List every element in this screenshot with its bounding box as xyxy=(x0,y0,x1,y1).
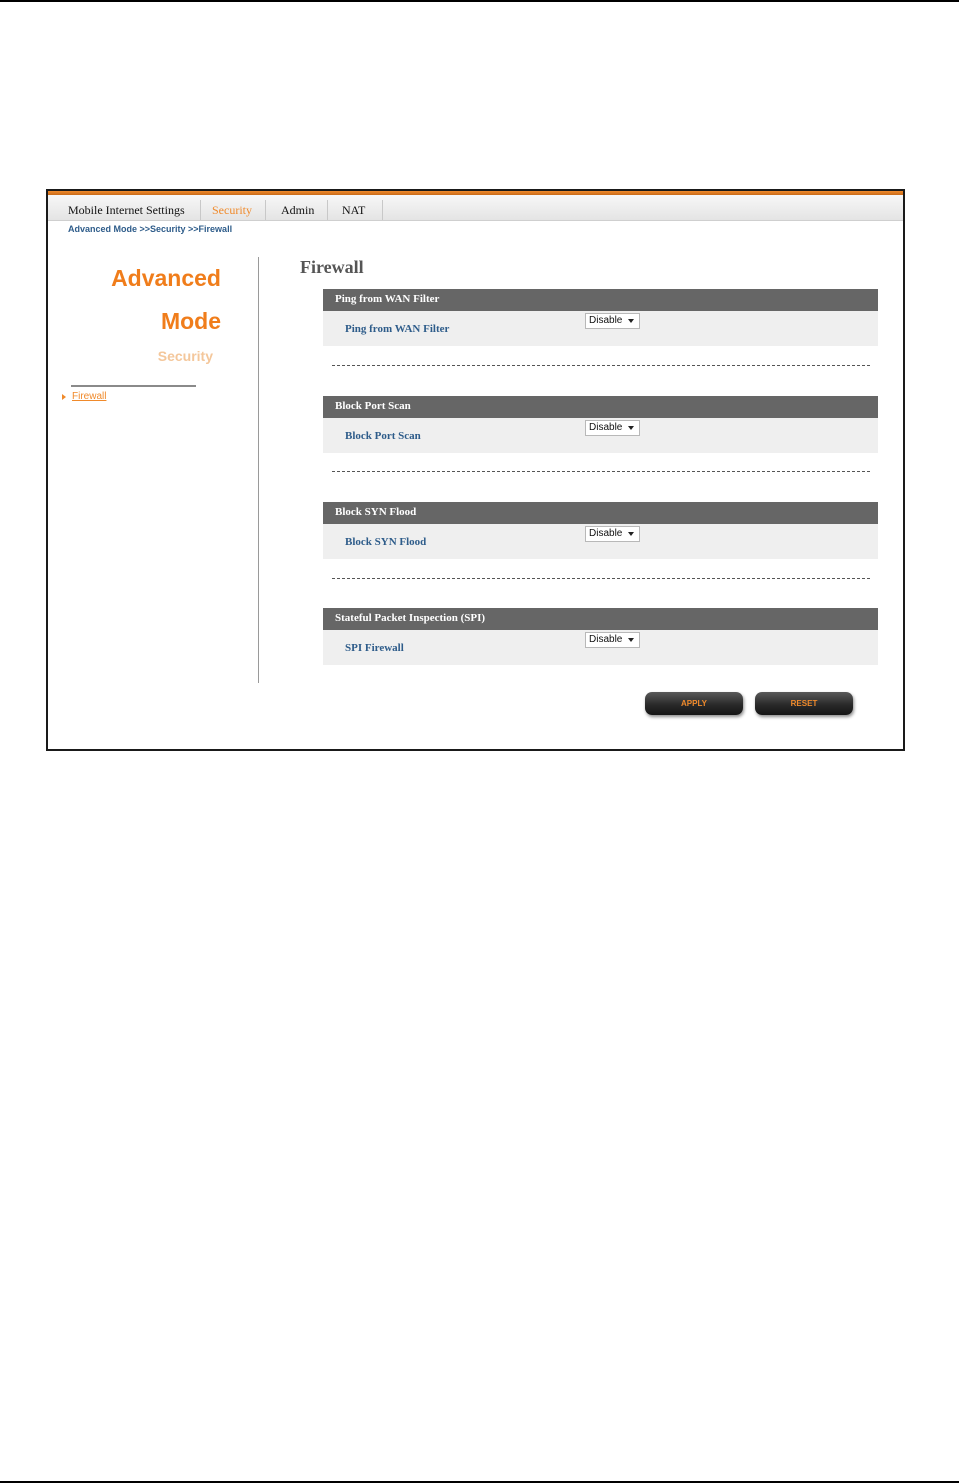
section-divider xyxy=(332,578,870,579)
chevron-down-icon xyxy=(628,319,634,323)
spi-firewall-select[interactable] xyxy=(585,632,640,648)
setting-row-block-port-scan xyxy=(323,418,878,453)
sidebar-divider xyxy=(71,385,196,387)
select-value: Disable xyxy=(589,634,623,645)
setting-row-block-syn-flood xyxy=(323,524,878,559)
tab-security[interactable]: Security xyxy=(212,203,252,217)
select-value: Disable xyxy=(589,528,623,539)
setting-row-ping-wan-filter xyxy=(323,311,878,346)
sidebar-title-line1: Advanced xyxy=(111,265,221,291)
block-port-scan-select[interactable] xyxy=(585,420,640,436)
setting-label: Block Port Scan xyxy=(345,430,421,442)
section-divider xyxy=(332,365,870,366)
page-title: Firewall xyxy=(300,257,364,277)
tab-separator xyxy=(382,200,383,220)
setting-label: Ping from WAN Filter xyxy=(345,323,450,335)
tab-separator xyxy=(327,200,328,220)
router-ui-screenshot xyxy=(46,189,905,751)
chevron-down-icon xyxy=(628,638,634,642)
sidebar-item-firewall[interactable]: Firewall xyxy=(72,391,107,402)
tab-separator xyxy=(200,200,201,220)
tab-admin[interactable]: Admin xyxy=(281,203,315,217)
section-header-ping-wan-filter: Ping from WAN Filter xyxy=(323,289,878,311)
breadcrumb: Advanced Mode >>Security >>Firewall xyxy=(68,224,233,234)
section-divider xyxy=(332,471,870,472)
block-syn-flood-select[interactable] xyxy=(585,526,640,542)
sidebar-subtitle: Security xyxy=(157,348,213,364)
ping-wan-filter-select[interactable] xyxy=(585,313,640,329)
page-top-rule xyxy=(0,0,959,2)
setting-row-spi-firewall xyxy=(323,630,878,665)
setting-label: Block SYN Flood xyxy=(345,536,427,548)
tab-mobile-internet-settings[interactable]: Mobile Internet Settings xyxy=(68,203,185,217)
tab-nat[interactable]: NAT xyxy=(342,203,366,217)
apply-button[interactable]: APPLY xyxy=(645,692,743,715)
vertical-divider xyxy=(258,257,259,683)
select-value: Disable xyxy=(589,315,623,326)
section-header-spi: Stateful Packet Inspection (SPI) xyxy=(323,608,878,630)
section-header-block-port-scan: Block Port Scan xyxy=(323,396,878,418)
chevron-down-icon xyxy=(628,426,634,430)
sidebar-title-line2: Mode xyxy=(160,308,221,334)
chevron-down-icon xyxy=(628,532,634,536)
tab-separator xyxy=(265,200,266,220)
select-value: Disable xyxy=(589,422,623,433)
setting-label: SPI Firewall xyxy=(345,642,404,654)
section-header-block-syn-flood: Block SYN Flood xyxy=(323,502,878,524)
top-nav-bar xyxy=(48,195,903,221)
reset-button[interactable]: RESET xyxy=(755,692,853,715)
arrow-right-icon xyxy=(62,394,66,400)
